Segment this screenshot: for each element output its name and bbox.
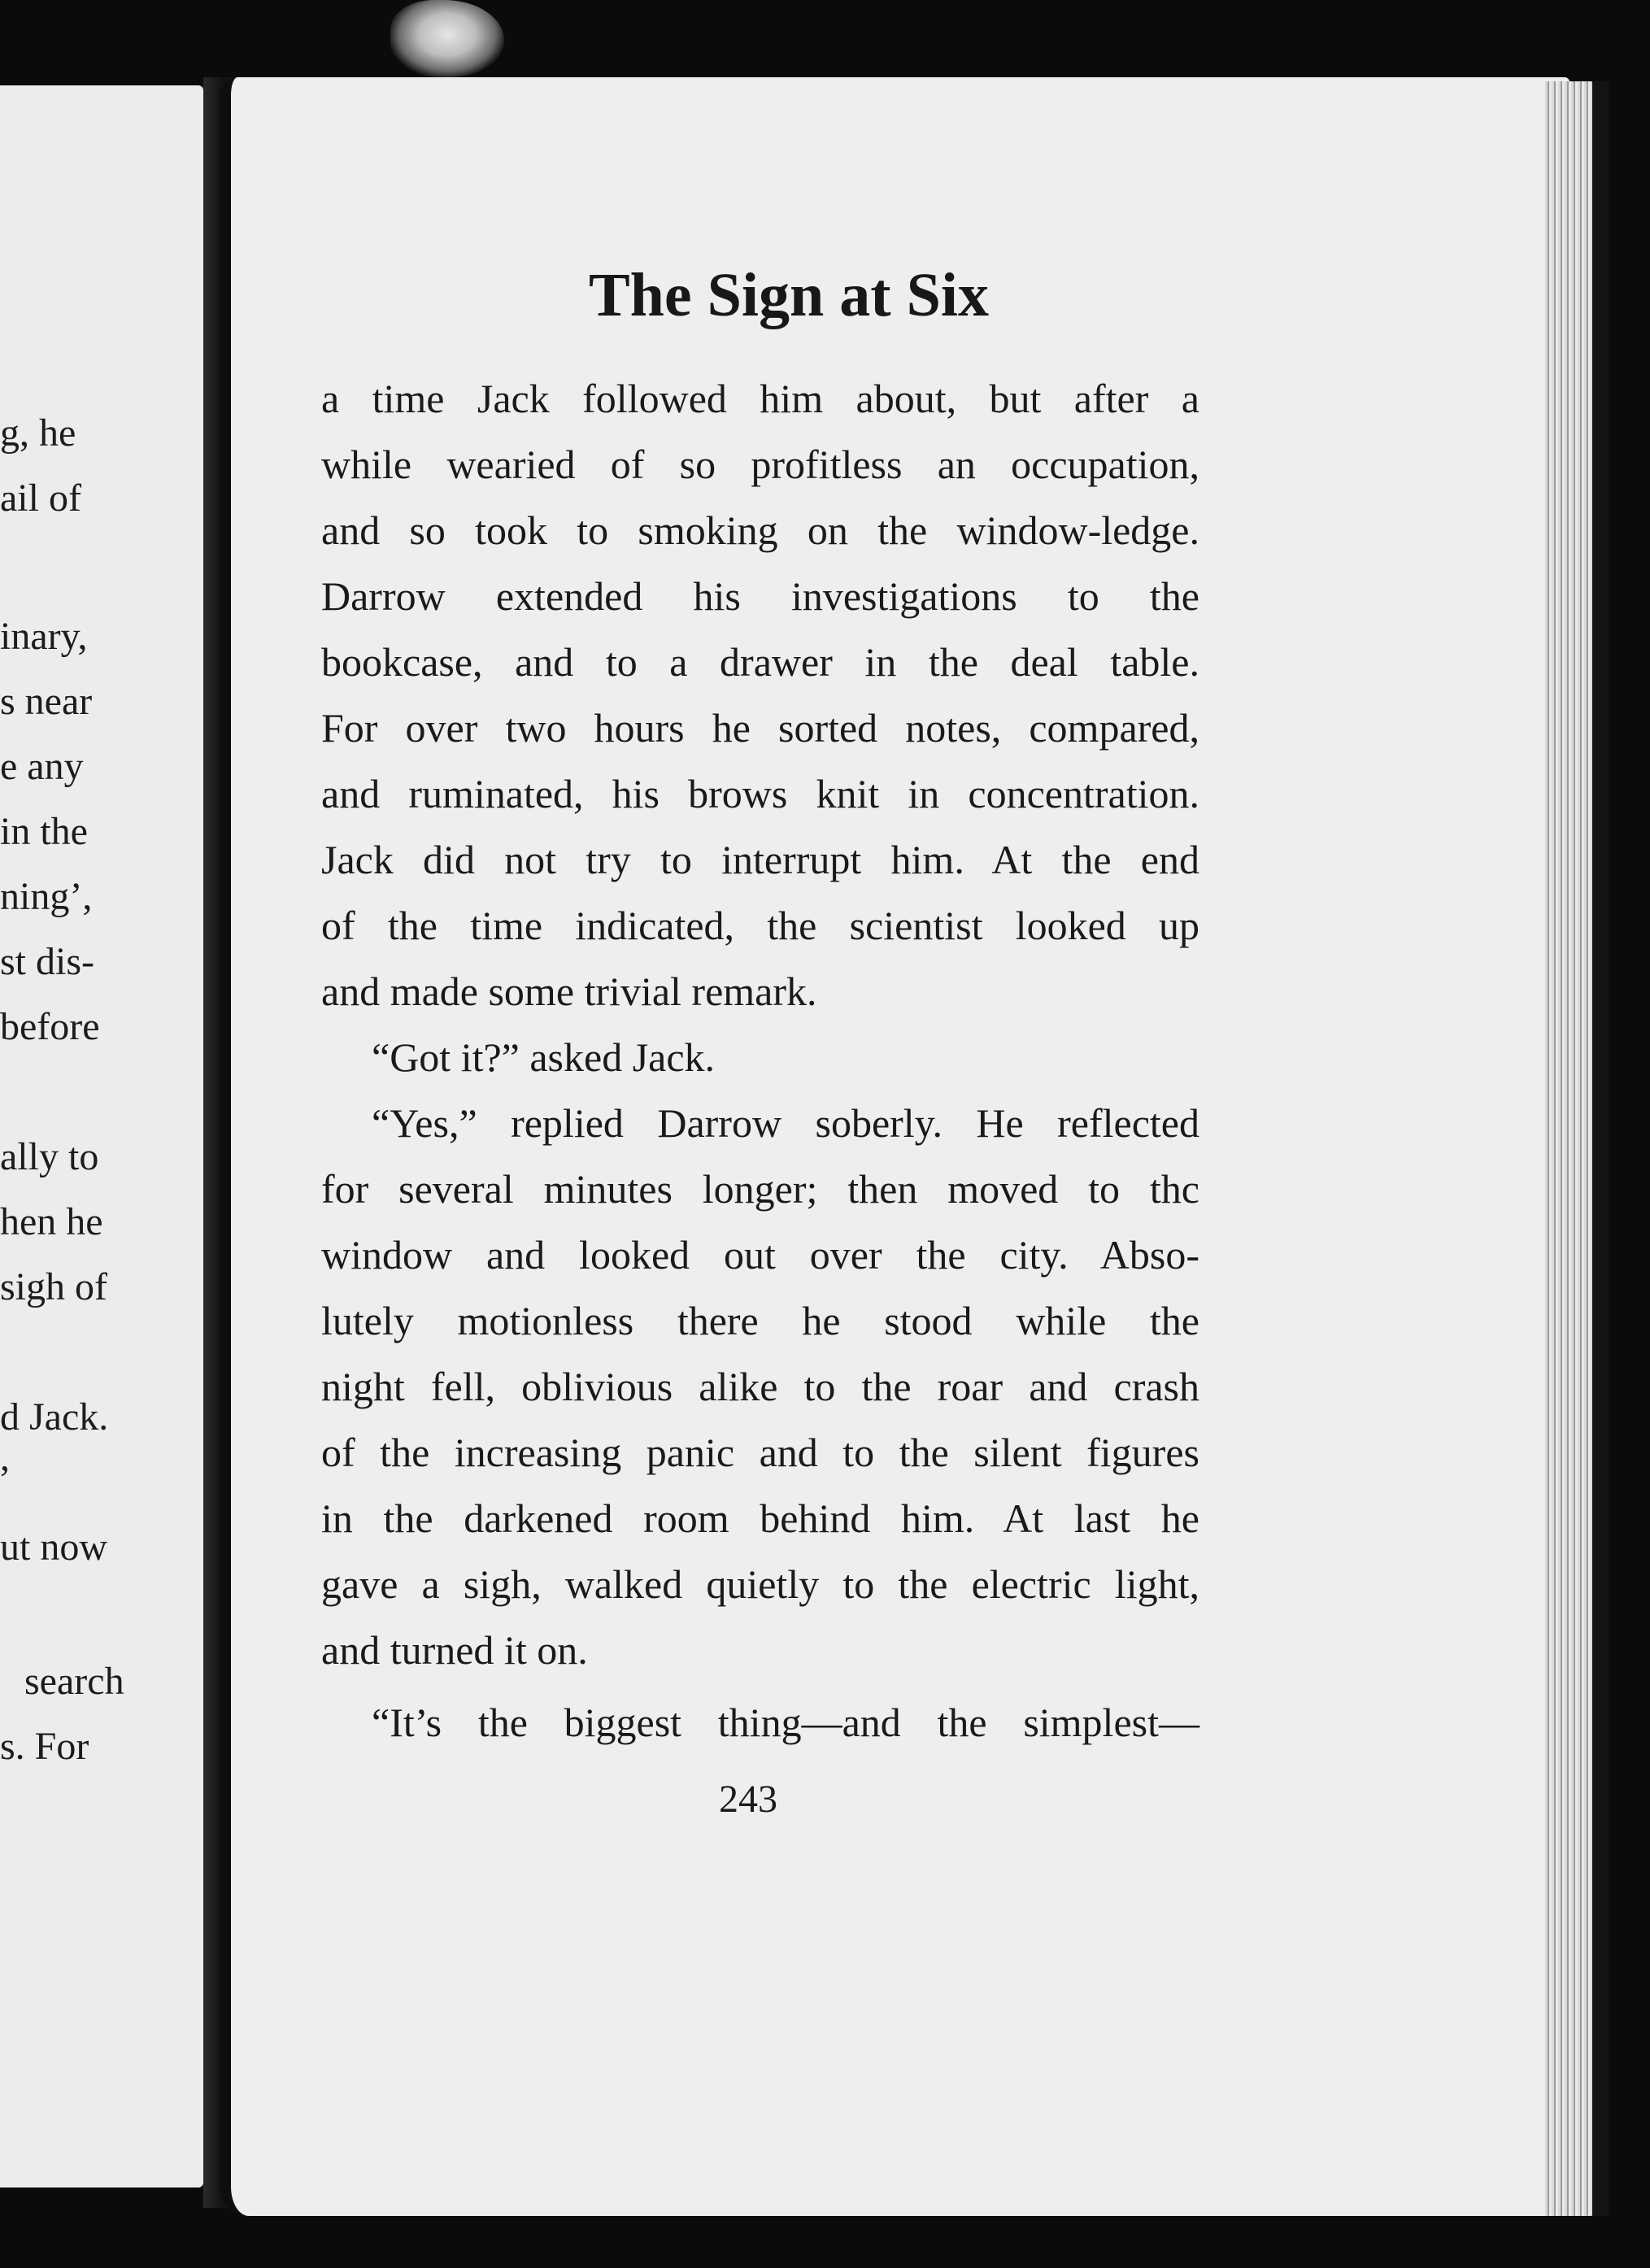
text-line: gave a sigh, walked quietly to the electric light, [321, 1561, 1199, 1607]
text-line: and made some trivial remark. [321, 969, 817, 1014]
left-page-fragment: st dis- [0, 940, 95, 983]
text-line: of the increasing panic and to the silent figures [321, 1430, 1199, 1475]
text-line: for several minutes longer; then moved to thc [321, 1166, 1199, 1212]
left-page-fragment: s. For [0, 1725, 89, 1768]
text-line: window and looked out over the city. Abso- [321, 1232, 1199, 1278]
left-page-fragment: hen he [0, 1200, 103, 1243]
left-page-fragment: ail of [0, 477, 81, 520]
text-line: Jack did not try to interrupt him. At the end [321, 837, 1199, 882]
left-page-fragment: g, he [0, 411, 76, 455]
left-page-fragment: e any [0, 745, 84, 788]
left-page-fragment: search [24, 1660, 124, 1703]
text-line: while wearied of so profitless an occupation, [321, 442, 1199, 487]
left-page-fragment: , [0, 1436, 10, 1479]
left-page-fragment: ning’, [0, 875, 93, 918]
left-page-fragment: sigh of [0, 1265, 107, 1308]
page-edges-shadow [1592, 81, 1609, 2216]
left-page [0, 85, 203, 2187]
text-line: and turned it on. [321, 1627, 588, 1673]
text-line: night fell, oblivious alike to the roar and crash [321, 1364, 1199, 1409]
text-line: For over two hours he sorted notes, compared, [321, 705, 1199, 751]
text-line: and ruminated, his brows knit in concentration. [321, 771, 1199, 816]
text-line: “It’s the biggest thing—and the simplest— [372, 1700, 1199, 1745]
left-page-fragment: d Jack. [0, 1395, 109, 1439]
left-page-fragment: ally to [0, 1135, 99, 1178]
text-line: of the time indicated, the scientist looked up [321, 903, 1199, 948]
text-line: a time Jack followed him about, but after a [321, 376, 1199, 421]
text-line: in the darkened room behind him. At last he [321, 1495, 1199, 1541]
left-page-fragment: s near [0, 680, 93, 723]
left-page-fragment: ut now [0, 1526, 107, 1569]
text-line: bookcase, and to a drawer in the deal table. [321, 639, 1199, 685]
text-line: and so took to smoking on the window-ledge. [321, 507, 1199, 553]
body-text [321, 366, 1199, 1756]
left-page-fragment: before [0, 1005, 100, 1048]
page-edges [1545, 81, 1594, 2216]
left-page-fragment: inary, [0, 615, 88, 658]
page-number: 243 [719, 1778, 777, 1821]
text-line: Darrow extended his investigations to the [321, 573, 1199, 619]
scan-smudge [390, 0, 504, 77]
running-head: The Sign at Six [588, 261, 990, 329]
text-line: “Got it?” asked Jack. [372, 1034, 716, 1080]
left-page-fragment: in the [0, 810, 88, 853]
text-line: “Yes,” replied Darrow soberly. He reflected [372, 1100, 1199, 1146]
text-line: lutely motionless there he stood while the [321, 1298, 1199, 1343]
